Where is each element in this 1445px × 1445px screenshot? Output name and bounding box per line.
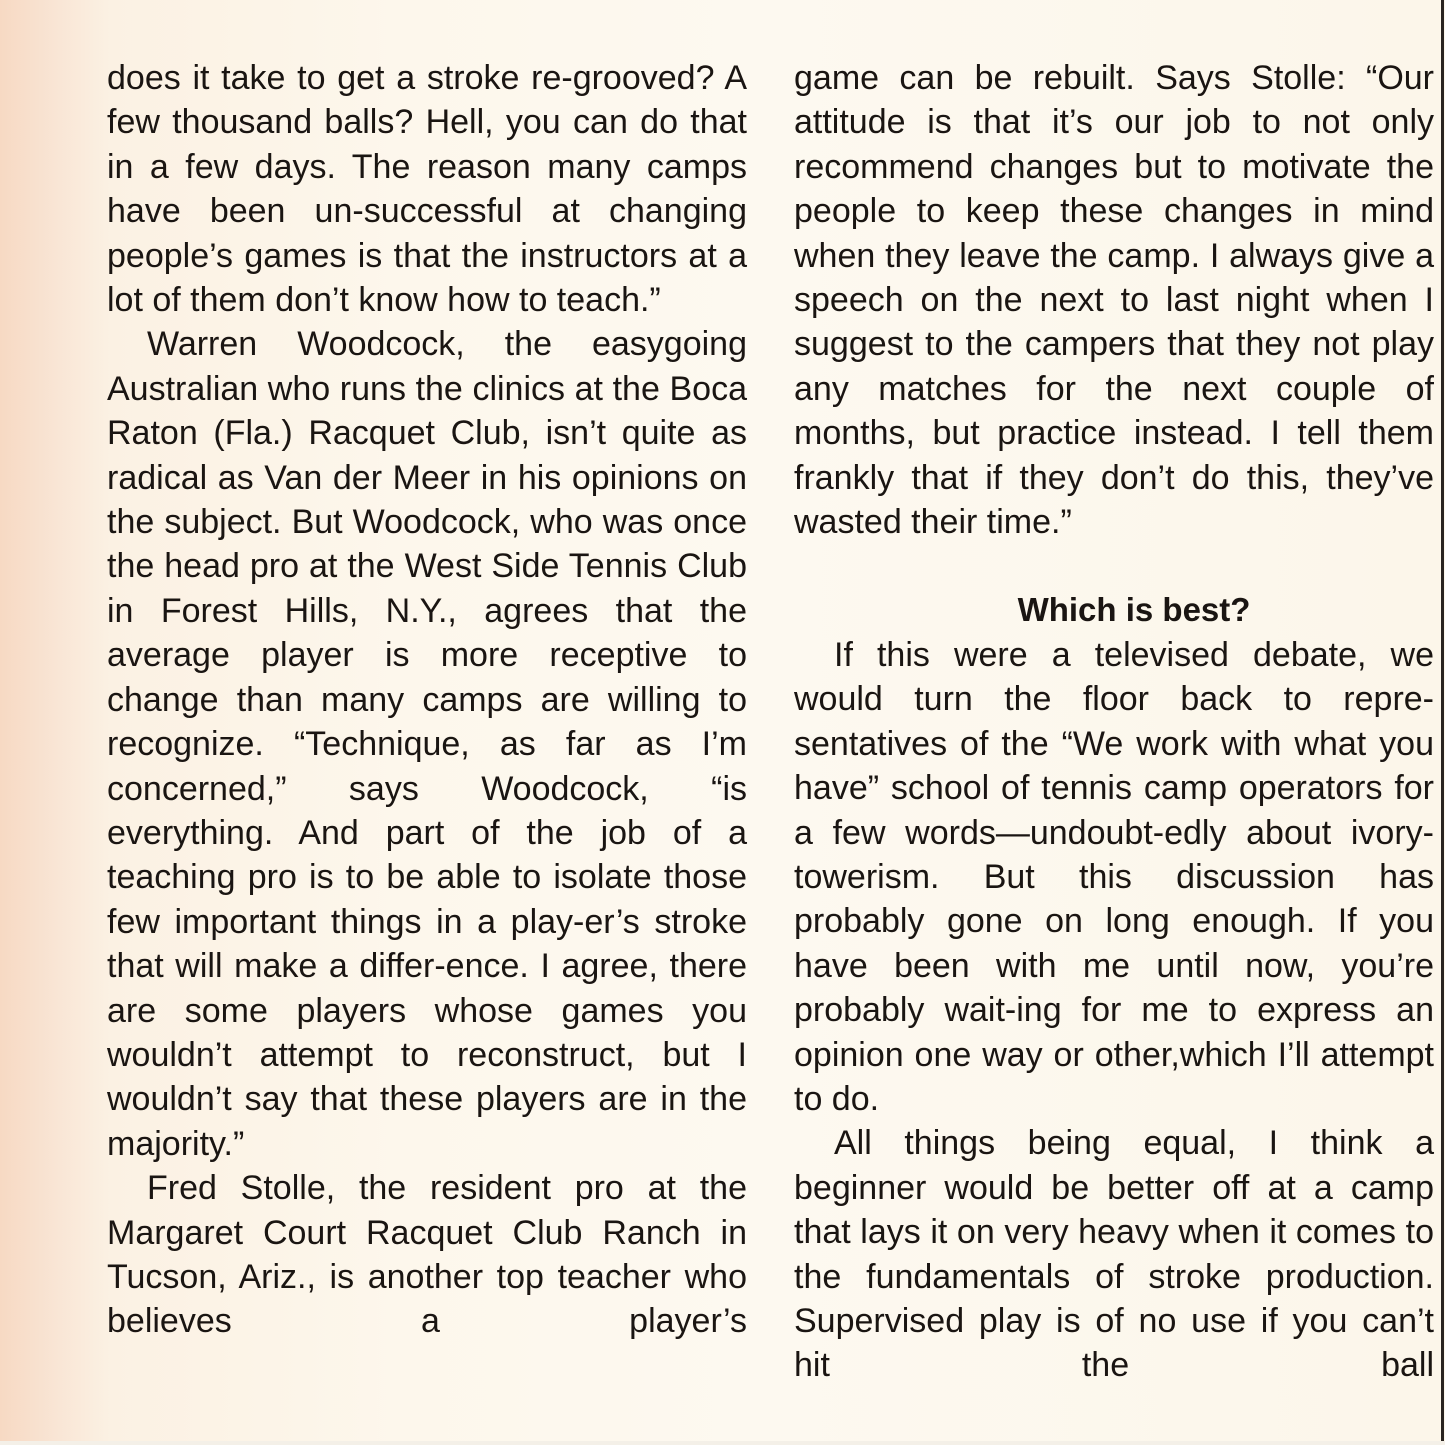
page-edge-rule [1441, 0, 1444, 1445]
section-heading: Which is best? [1017, 591, 1251, 629]
right-paragraph-3: All things being equal, I think a beginner would be better off at a camp that lays it on very heavy when it comes to the fundamentals of stroke production. Supervised play is of no use if you can’t hit the ball [794, 1124, 1434, 1385]
right-paragraph-1: game can be rebuilt. Says Stolle: “Our attitude is that it’s our job to not only recommend changes but to motivate the people to keep these changes in mind when they leave the camp. I always give a speech on the next to last night when I suggest to the campers that they not play any matches for the next couple of months, but practice instead. I tell them frankly that if they don’t do this, they’ve wasted their time.” [794, 59, 1434, 542]
section-spacer [794, 544, 1434, 588]
page-bottom-edge [0, 1441, 1445, 1445]
right-paragraph-2: If this were a televised debate, we would turn the floor back to repre-sentatives of the “We work with what you have” school of tennis camp operators for a few words—undoubt-edly about ivory-towerism. But this discussion has probably gone on long enough. If you have been with me until now, you’re probably wait-ing for me to express an opinion one way or other,which I’ll attempt to do. [794, 635, 1434, 1118]
left-paragraph-3: Fred Stolle, the resident pro at the Margaret Court Racquet Club Ranch in Tucson, Ariz., is another top teacher who believes a player’s [107, 1169, 747, 1341]
left-column [107, 56, 747, 1344]
left-paragraph-2: Warren Woodcock, the easygoing Australian who runs the clinics at the Boca Raton (Fla.) Racquet Club, isn’t quite as radical as Van der Meer in his opinions on the subject. But Woodcock, who was once the head pro at the West Side Tennis Club in Forest Hills, N.Y., agrees that the average player is more receptive to change than many camps are willing to recognize. “Technique, as far as I’m concerned,” says Woodcock, “is everything. And part of the job of a teaching pro is to be able to isolate those few important things in a play-er’s stroke that will make a differ-ence. I agree, there are some players whose games you wouldn’t attempt to reconstruct, but I wouldn’t say that these players are in the majority.” [107, 325, 747, 1163]
right-column [794, 56, 1434, 1388]
left-paragraph-1: does it take to get a stroke re-grooved? A few thousand balls? Hell, you can do that in a few days. The reason many camps have been un-successful at changing people’s games is that the instructors at a lot of them don’t know how to teach.” [107, 59, 747, 320]
